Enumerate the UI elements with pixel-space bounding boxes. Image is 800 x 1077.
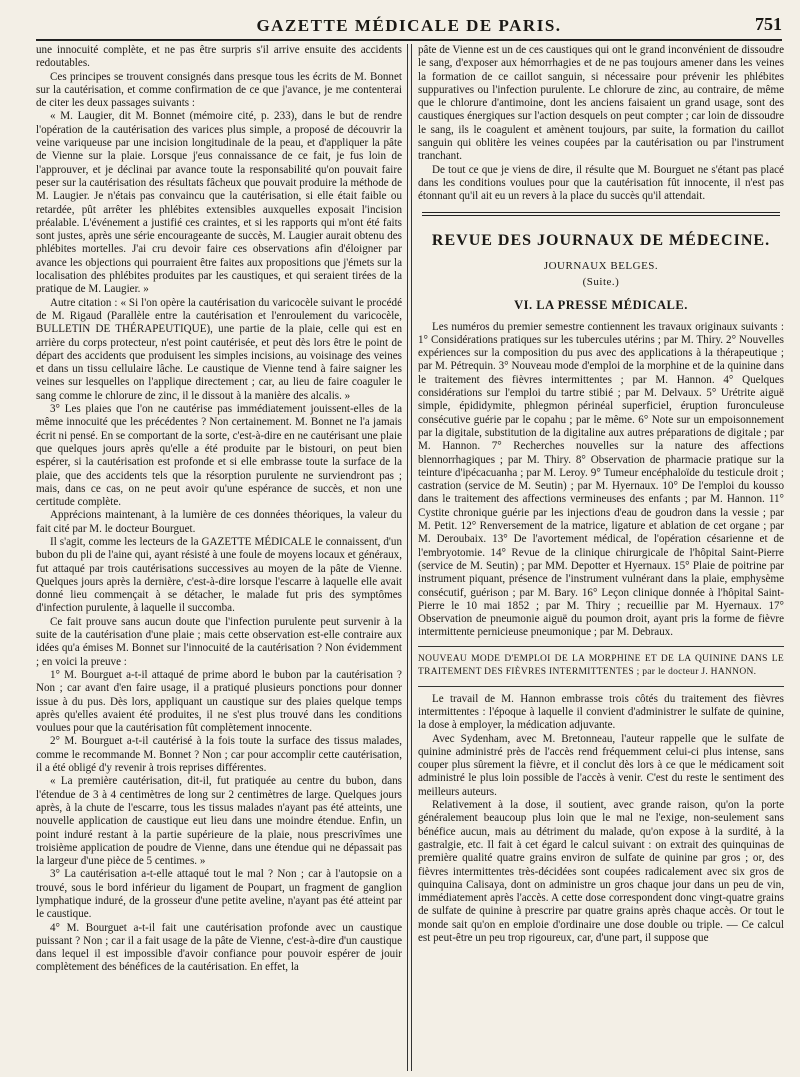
paragraph: Ces principes se trouvent consignés dans presque tous les écrits de M. Bonnet sur la cautérisation, et comme confirmation de ce que j'avance, je me contenterai de citer les deux passages suivants : xyxy=(36,70,402,110)
paragraph: Relativement à la dose, il soutient, avec grande raison, qu'on la porte généralement beaucoup plus loin que le mal ne l'exige, non-seulement sans bénéfice aucun, mais au détriment du malade, qu'on expose à la surdité, à la gastralgie, etc. Il fait à cet égard le calcul suivant : on extrait des quinquinas de première qualité quatre grains environ de sulfate de quinine par gros ; or, des fièvres intermittentes très-décidées sont coupées radicalement avec six gros de quinquina Calisaya, dont on administre un gros chaque jour dans un peu de vin, immédiatement après l'accès. A cette dose correspondent donc vingt-quatre grains de sulfate de quinine à prescrire par quatre grains après chaque accès. Or tout le monde sait qu'on en emploie d'ordinaire une dose double ou triple. — Ce calcul est peut-être un peu trop rigoureux, car, d'une part, il suppose que xyxy=(418,799,784,945)
section-heading: REVUE DES JOURNAUX DE MÉDECINE. xyxy=(431,231,771,249)
paragraph: De tout ce que je viens de dire, il résulte que M. Bourguet ne s'étant pas placé dans les conditions voulues pour que la cautérisation fût innocente, il n'est pas étonnant qu'il ait eu un revers à la place du succès qu'il attendait. xyxy=(418,163,784,203)
paragraph: Les numéros du premier semestre contiennent les travaux originaux suivants : 1° Considérations pratiques sur les tubercules utérins ; par M. Thiry. 2° Nouvelles expériences sur la composition du pus avec des applications à la thérapeutique ; par M. Pétrequin. 3° Nouveau mode d'emploi de la morphine et de la quinine dans le traitement des fièvres intermittentes ; par M. Hannon. 4° Quelques considérations sur l'emploi du tartre stibié ; par M. Delvaux. 5° Urétrite aiguë simple, épididymite, phlegmon périnéal superficiel, éruption furonculeuse consécutive guérie par le copahu ; par le même. 6° Note sur un empoisonnement par la digitale, substitution de la digitaline aux autres préparations de digitale ; par M. Hannon. 7° Recherches nouvelles sur la nature des affections blennorrhagiques ; par M. Thiry. 8° Observation de pharmacie pratique sur la teinture d'ipécacuanha ; par M. Leroy. 9° Tumeur encéphaloïde du testicule droit ; castration (service de M. Seutin) ; par M. Hyernaux. 10° De l'emploi du kousso dans le traitement des affections vermineuses des enfants ; par M. Hannon. 11° Cystite chronique guérie par les injections d'eau de goudron dans la vessie ; par M. Petit. 12° Renversement de la matrice, ligature et ablation de cet organe ; par M. Deroubaix. 13° De l'avortement médical, de l'opération césarienne et de l'embryotomie. 14° Revue de la clinique chirurgicale de l'hôpital Saint-Pierre (service de M. Seutin) ; par MM. Depotter et Hyernaux. 15° Plaie de poitrine par instrument piquant, présence de l'instrument vulnérant dans la plaie, emphysème consécutif, guérison ; par M. Bary. 16° Leçon clinique donnée à l'hôpital Saint-Pierre le 10 mai 1852 ; par M. Thiry ; recueillie par M. Hyernaux. 17° Observation de pneumonie aiguë du poumon droit, ayant pris la forme de fièvre intermittente pernicieuse pneumonique ; par M. Debraux. xyxy=(418,320,784,639)
paragraph: Le travail de M. Hannon embrasse trois côtés du traitement des fièvres intermittentes : l'époque à laquelle il convient d'administrer le sulfate de quinine, la dose à employer, la médication adjuvante. xyxy=(418,692,784,732)
right-column xyxy=(418,44,784,1071)
paragraph: Ce fait prouve sans aucun doute que l'infection purulente peut survenir à la suite de la cautérisation d'une plaie ; mais cette observation est-elle contraire aux idées qu'a émises M. Bonnet sur l'innocuité de la cautérisation ? Non évidemment ; en voici la preuve : xyxy=(36,615,402,668)
divider xyxy=(418,686,784,687)
paragraph: Avec Sydenham, avec M. Bretonneau, l'auteur rappelle que le sulfate de quinine administré près de l'accès rend fréquemment celui-ci plus intense, sans couper plus sûrement la fièvre, et il conclut dès lors à ce que le médicament soit administré le plus loin possible de l'accès à venir. C'est du reste le sentiment des meilleurs auteurs. xyxy=(418,732,784,798)
left-column xyxy=(36,44,402,1071)
paragraph: « La première cautérisation, dit-il, fut pratiquée au centre du bubon, dans l'étendue de 3 à 4 centimètres de long sur 2 centimètres de large. Quelques jours après, à la chute de l'escarre, tous les tissus malades n'ayant pas été atteints, une nouvelle application de caustique eut lieu dans une moindre étendue. Enfin, un point induré restant à la partie supérieure de la plaie, nous prescrivîmes une troisième application de poudre de Vienne, dans une étendue qui ne dépassait pas la largeur d'une pièce de 5 centimes. » xyxy=(36,775,402,868)
paragraph: « M. Laugier, dit M. Bonnet (mémoire cité, p. 233), dans le but de rendre l'opération de la cautérisation des varices plus simple, a proposé de découvrir la veine variqueuse par une incision longitudinale de la peau, et d'appliquer la pâte de Vienne sur la plaie. Lorsque j'eus connaissance de ce fait, je fus loin de l'approuver, et je déclinai par avance toute la responsabilité qu'on pouvait faire peser sur la cautérisation des résultats fâcheux que pouvait produire la méthode de M. Laugier. Je n'étais pas convaincu que la cautérisation, si elle était faible ou retardée, pût arrêter les phlébites extensibles auxquelles exposait l'incision préalable. L'événement a justifié ces craintes, et si les rapports qui m'ont été faits sont justes, après une série encourageante de succès, M. Laugier aurait obtenu des phlébites mortelles. J'ai cru devoir faire ces observations afin d'éloigner par avance les objections qui pourraient être faites aux propositions que j'émets sur la localisation des phlébites produites par les caustiques, et qui seraient tirées de la pratique de M. Laugier. » xyxy=(36,110,402,296)
paragraph: 2° M. Bourguet a-t-il cautérisé à la fois toute la surface des tissus malades, comme le recommande M. Bonnet ? Non ; car pour accomplir cette cautérisation, il a été obligé d'y revenir à trois reprises différentes. xyxy=(36,735,402,775)
column-separator xyxy=(407,44,412,1071)
divider xyxy=(418,646,784,647)
paragraph: 1° M. Bourguet a-t-il attaqué de prime abord le bubon par la cautérisation ? Non ; car avant d'en faire usage, il a pratiqué plusieurs ponctions pour donner issue à du pus. Dès lors, appliquant un caustique sur des plaies quelque temps après qu'elles avaient été produites, il ne s'est plus trouvé dans les conditions voulues pour que la cautérisation fût complètement innocente. xyxy=(36,668,402,735)
header-rule xyxy=(36,39,782,41)
section-divider xyxy=(418,212,784,216)
continuation-note: (Suite.) xyxy=(582,275,620,288)
paragraph: Autre citation : « Si l'on opère la cautérisation du varicocèle suivant le procédé de M. Rigaud (Parallèle entre la cautérisation et l'enroulement du varicocèle, BULLETIN DE THÉRAPEUTIQUE), une partie de la plaie, celle qui est en arrière du corps protecteur, n'est point cautérisée, et peut dès lors être le point de départ des accidents que produisent les simples incisions, au voisinage des veines et dans un tissu cellulaire lâche. Le caustique de Vienne tend à faire saigner les veines sur lesquelles on l'applique directement ; car, au lieu de faire coaguler le sang comme le chlorure de zinc, il le dissout à la manière des alcalis. » xyxy=(36,296,402,402)
paragraph: 3° Les plaies que l'on ne cautérise pas immédiatement jouissent-elles de la même innocuité que les précédentes ? Non certainement. M. Bonnet ne l'a jamais écrit ni pensé. En se comportant de la sorte, c'est-à-dire en ne cautérisant une plaie que quelques jours après qu'elle a été produite par le bistouri, on peut bien espérer, si la cautérisation est profonde et si elle embrasse toute la surface de la plaie, que des accidents tels que la résorption purulente ne surviendront pas ; mais, dans ce cas, on ne peut avoir qu'une espérance de succès, et non une certitude complète. xyxy=(36,403,402,509)
article-heading: NOUVEAU MODE D'EMPLOI DE LA MORPHINE ET DE LA QUININE DANS LE TRAITEMENT DES FIÈVRES INTERMITTENTES ; par le docteur J. HANNON. xyxy=(418,653,784,677)
page-number: 751 xyxy=(755,14,782,34)
paragraph: Apprécions maintenant, à la lumière de ces données théoriques, la valeur du fait cité par M. le docteur Bourguet. xyxy=(36,509,402,535)
publication-title: GAZETTE MÉDICALE DE PARIS. xyxy=(256,16,562,35)
paragraph: 3° La cautérisation a-t-elle attaqué tout le mal ? Non ; car à l'autopsie on a trouvé, sous le bord inférieur du ligament de Poupart, un fragment de ganglion lymphatique induré, de la grosseur d'une petite aveline, n'ayant pas été atteint par le caustique. xyxy=(36,868,402,921)
page-header xyxy=(36,14,782,38)
paragraph: pâte de Vienne est un de ces caustiques qui ont le grand inconvénient de dissoudre le sang, d'exposer aux hémorrhagies et de ne pas toujours amener dans les veines la formation de ce caillot sanguin, si nécessaire pour prévenir les phlébites suppuratives ou l'infection purulente. Le chlorure de zinc, au contraire, de même que le chlorure d'antimoine, dont les anciens faisaient un grand usage, sont des caustiques énergiques sur l'action desquels on peut compter ; car loin de dissoudre le sang, ils le coagulent et amènent toujours, par suite, la formation du caillot sanguin qui oblitère les veines coupées par la cautérisation ou par l'instrument tranchant. xyxy=(418,44,784,163)
paragraph: 4° M. Bourguet a-t-il fait une cautérisation profonde avec un caustique puissant ? Non ; car il a fait usage de la pâte de Vienne, c'est-à-dire d'un caustique dans lequel il est impossible d'avoir confiance pour pouvoir espérer de jouir complètement des bénéfices de la cautérisation. En effet, la xyxy=(36,921,402,974)
paragraph: une innocuité complète, et ne pas être surpris s'il arrive ensuite des accidents redoutables. xyxy=(36,44,402,70)
subsection-heading: JOURNAUX BELGES. xyxy=(543,259,659,272)
journal-heading: VI. LA PRESSE MÉDICALE. xyxy=(514,297,688,312)
paragraph: Il s'agit, comme les lecteurs de la GAZETTE MÉDICALE le connaissent, d'un bubon du pli de l'aine qui, ayant résisté à une foule de moyens locaux et généraux, fut attaqué par trois cautérisations successives au moyen de la pâte de Vienne. Quelques jours après la dernière, c'est-à-dire lorsque l'escarre à laquelle elle avait donné lieu commençait à se détacher, le malade fut pris des symptômes d'infection purulente, à laquelle il succomba. xyxy=(36,535,402,615)
